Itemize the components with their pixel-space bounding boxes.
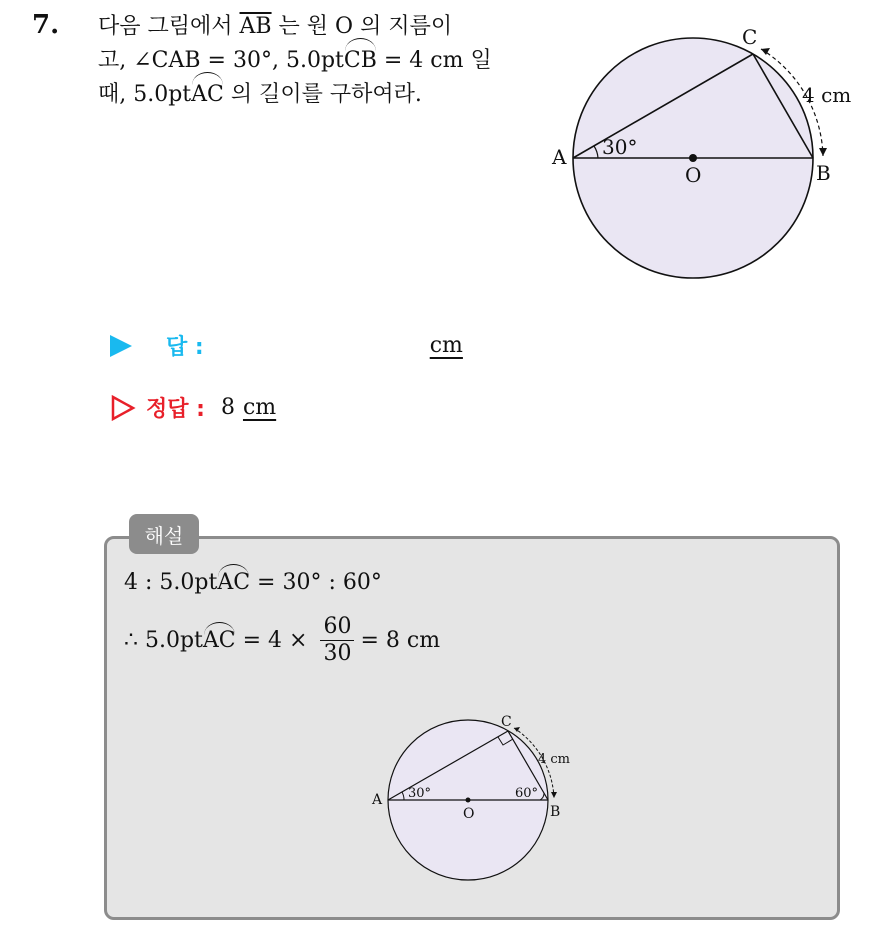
play-icon bbox=[110, 335, 132, 357]
question-text bbox=[98, 10, 538, 112]
answer-row bbox=[110, 330, 463, 361]
correct-answer-value: 8 bbox=[220, 395, 235, 420]
label-c: C bbox=[742, 25, 758, 49]
question-figure bbox=[540, 20, 860, 290]
label-a: A bbox=[372, 792, 383, 808]
correct-answer-row bbox=[110, 392, 276, 423]
fraction-denominator: 30 bbox=[323, 641, 352, 666]
solution-text-segment: 4 : 5.0pt bbox=[124, 570, 218, 595]
arc-ac: AC bbox=[217, 570, 251, 595]
solution-tag: 해설 bbox=[129, 514, 199, 554]
solution-text-segment: = 30° : 60° bbox=[250, 570, 382, 595]
solution-text-segment: = 4 × bbox=[235, 628, 315, 653]
correct-answer-unit: cm bbox=[242, 395, 277, 420]
label-angle: 30° bbox=[602, 135, 638, 159]
label-b: B bbox=[550, 804, 561, 820]
segment-ab: $\overline{AB}$ bbox=[239, 14, 272, 39]
solution-text-segment: = 8 cm bbox=[360, 628, 441, 653]
question-number: 7. bbox=[32, 10, 60, 40]
label-length: 4 cm bbox=[538, 752, 571, 767]
answer-label: 답 : bbox=[166, 335, 204, 360]
label-c: C bbox=[501, 714, 512, 730]
center-point bbox=[689, 154, 697, 162]
label-o: O bbox=[463, 806, 475, 822]
label-length: 4 cm bbox=[802, 83, 852, 107]
arc-ac: AC bbox=[191, 78, 224, 112]
label-a: A bbox=[552, 145, 567, 169]
question-line-3 bbox=[98, 78, 538, 112]
question-text-segment: 다음 그림에서 bbox=[98, 14, 240, 39]
arrow-head-bottom bbox=[819, 148, 827, 156]
label-o: O bbox=[685, 163, 702, 187]
arrow-head-bottom bbox=[551, 792, 557, 798]
arc-ac: AC bbox=[202, 628, 236, 653]
question-text-segment: 때, 5.0pt bbox=[98, 82, 192, 107]
question-line-1 bbox=[98, 10, 538, 44]
label-angle-b: 60° bbox=[515, 786, 539, 801]
label-b: B bbox=[816, 161, 831, 185]
label-angle-a: 30° bbox=[408, 786, 432, 801]
question-text-segment: 는 원 O 의 지름이 bbox=[271, 14, 453, 39]
correct-answer-label: 정답 : bbox=[146, 397, 205, 422]
solution-text-segment: ∴ 5.0pt bbox=[124, 628, 203, 653]
arc-cb: CB bbox=[344, 44, 377, 78]
solution-line-1 bbox=[124, 570, 382, 595]
question-text-segment: 의 길이를 구하여라. bbox=[223, 82, 422, 107]
fraction-numerator: 60 bbox=[320, 614, 354, 641]
fraction bbox=[320, 614, 354, 667]
question-text-segment: 고, ∠CAB = 30°, 5.0pt bbox=[98, 48, 344, 73]
solution-line-2 bbox=[124, 614, 440, 667]
question-line-2 bbox=[98, 44, 538, 78]
center-point bbox=[466, 798, 471, 803]
solution-figure bbox=[364, 708, 594, 890]
answer-unit: cm bbox=[429, 333, 463, 358]
outline-play-icon bbox=[110, 395, 136, 421]
question-text-segment: = 4 cm 일 bbox=[376, 48, 492, 73]
